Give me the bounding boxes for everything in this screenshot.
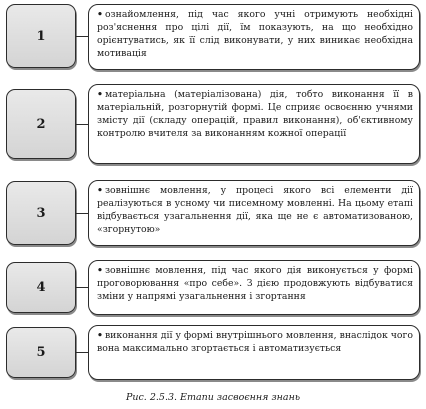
stage-description-box: [88, 325, 420, 380]
stage-number-box: [6, 262, 76, 313]
bullet-icon: •: [97, 9, 103, 20]
stage-row-5: [6, 325, 420, 380]
figure-caption: Рис. 2.5.3. Етапи засвоєння знань: [125, 392, 301, 403]
connector-line: [76, 287, 88, 288]
stage-description-text: матеріальна (матеріалізована) дія, тобто виконання її в матеріальній, розгорнутій формі. Це сприяє освоєнню учнями змісту дії (складу операцій, правил виконання), об'єктивному контролю вчителя за виконанням кожної операції: [97, 89, 413, 139]
stage-description-box: [88, 260, 420, 315]
stage-number-box: [6, 181, 76, 245]
stage-description: [97, 329, 413, 355]
bullet-icon: •: [97, 185, 103, 196]
stage-number: 2: [36, 116, 46, 132]
stage-description: [97, 88, 413, 140]
bullet-icon: •: [97, 330, 103, 341]
stage-number: 4: [36, 280, 46, 295]
connector-line: [76, 352, 88, 353]
stage-number-box: [6, 89, 76, 159]
stage-description-text: ознайомлення, під час якого учні отримують необхідні роз'яснення про цілі дії, їм показують, на що необхідно орієнтуватись, як її слід виконувати, у них виникає необхідна мотивація: [97, 9, 413, 59]
stage-description-text: виконання дії у формі внутрішнього мовлення, внаслідок чого вона максимально згортається і автоматизується: [97, 330, 413, 354]
stage-number: 3: [36, 205, 46, 221]
stage-description-text: зовнішнє мовлення, у процесі якого всі елементи дії реалізуються в усному чи писемному мовленні. На цьому етапі відбувається узагальнення дії, яка ще не є автоматизованою, «згорнутою»: [97, 185, 413, 235]
connector-line: [76, 124, 88, 125]
stage-description: [97, 184, 413, 236]
stage-description-box: [88, 84, 420, 164]
stage-number-box: [6, 327, 76, 378]
stage-description: [97, 264, 413, 303]
stage-row-4: [6, 260, 420, 315]
stage-row-2: [6, 84, 420, 164]
connector-line: [76, 36, 88, 37]
stage-description-text: зовнішнє мовлення, під час якого дія виконується у формі проговорювання «про себе». З дією продовжують відбуватися зміни у напрямі узагальнення і згортання: [97, 265, 413, 302]
stage-row-1: [6, 4, 420, 70]
bullet-icon: •: [97, 89, 103, 100]
stage-number-box: [6, 4, 76, 68]
stage-description-box: [88, 180, 420, 246]
stage-number: 5: [36, 345, 46, 360]
stage-description: [97, 8, 413, 60]
bullet-icon: •: [97, 265, 103, 276]
stage-description-box: [88, 4, 420, 70]
stage-number: 1: [36, 28, 46, 44]
connector-line: [76, 213, 88, 214]
stage-row-3: [6, 180, 420, 246]
